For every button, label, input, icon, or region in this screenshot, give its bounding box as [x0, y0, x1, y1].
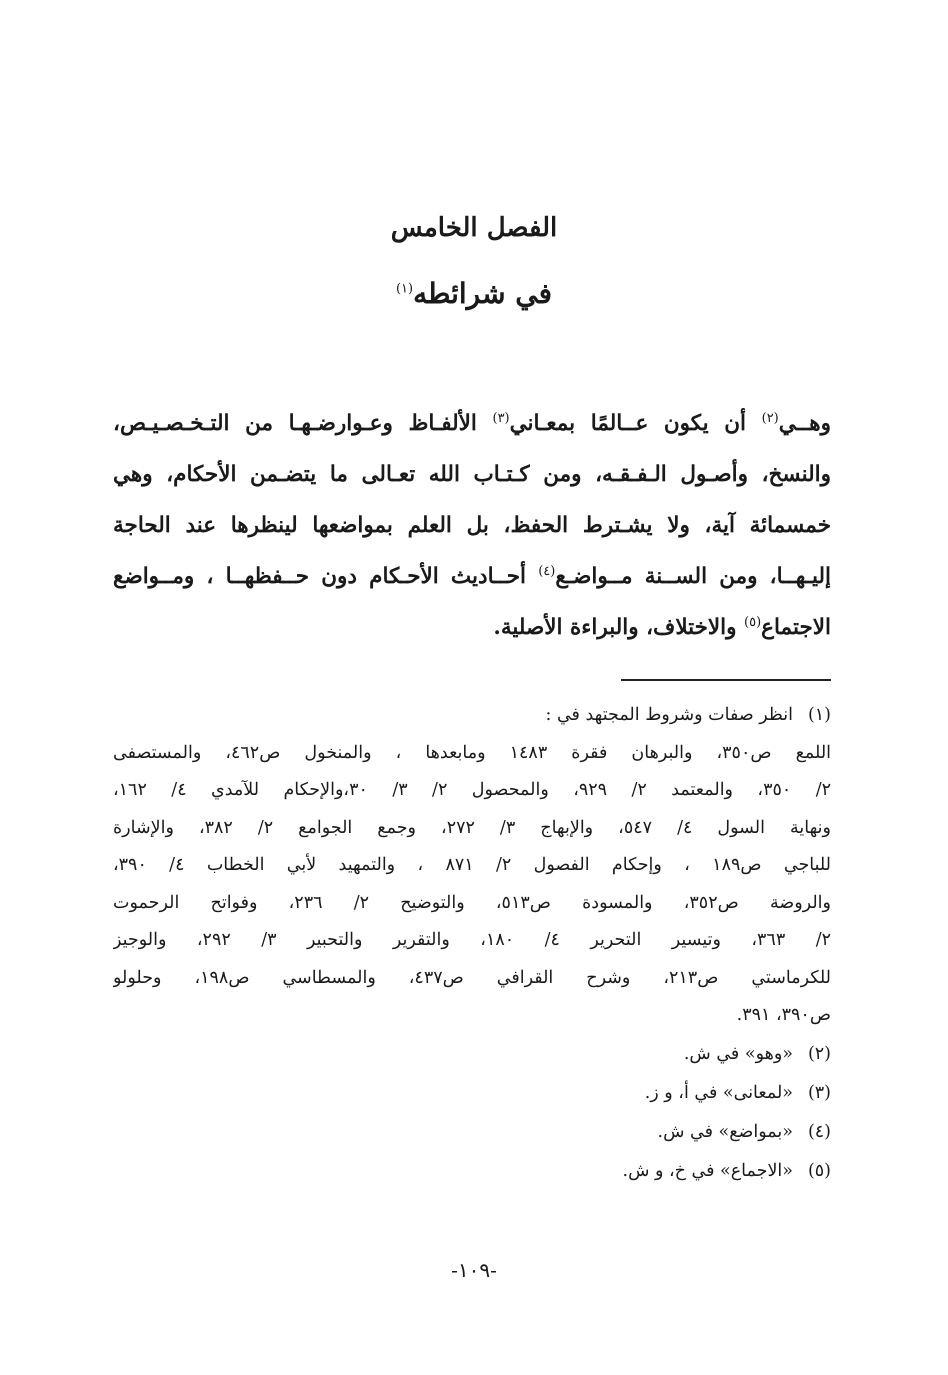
footnote-1-line: ص٣٩٠، ٣٩١.: [736, 1005, 831, 1025]
footnote-text: «الاجماع» في خ، و ش.: [622, 1160, 793, 1181]
footnote-intro: انظر صفات وشروط المجتهد في :: [545, 705, 793, 725]
chapter-title: الفصل الخامس: [390, 213, 558, 243]
footnote-ref-3: (٣): [492, 410, 510, 426]
paragraph-line-5: [113, 602, 831, 653]
footnote-ref-4: (٤): [538, 563, 556, 579]
footnote-1-line: للباجي ص١٨٩ ، وإحكام الفصول ٢/ ٨٧١ ، والتمهيد لأبي الخطاب ٤/ ٣٩٠،: [113, 855, 831, 875]
footnote-1-line: ونهاية السول ٤/ ٥٤٧، والإبهاج ٣/ ٢٧٢، وجمع الجوامع ٢/ ٣٨٢، والإشارة: [113, 817, 831, 838]
footnote-2: [113, 1035, 831, 1074]
footnote-ref-1: (١): [395, 281, 414, 297]
paragraph-line-4: [113, 551, 831, 602]
footnote-1-line: ٢/ ٣٥٠، والمعتمد ٢/ ٩٢٩، والمحصول ٢/ ٣/ ٣٠،والإحكام للآمدي ٤/ ١٦٢،: [113, 780, 831, 800]
text-segment: الاجتماع: [761, 615, 831, 640]
chapter-subtitle: [0, 272, 948, 316]
footnote-4: [113, 1113, 831, 1152]
chapter-subtitle-text: في شرائطه: [413, 277, 553, 310]
footnote-number: (٥): [807, 1160, 831, 1181]
footnote-number: (٤): [807, 1121, 831, 1142]
text-segment: أن يكون عــالمًا بمعـاني: [509, 411, 762, 436]
footnote-separator: [621, 679, 831, 681]
footnote-number: (٢): [807, 1043, 831, 1064]
footnote-number: (١): [807, 705, 831, 725]
paragraph-line-1: [113, 398, 831, 449]
paragraph-line-3: خمسمائة آية، ولا يشـترط الحفظ، بل العلم بمواضعها لينظرها عند الحاجة: [113, 513, 831, 538]
footnote-1-line: ٢/ ٣٦٣، وتيسير التحرير ٤/ ١٨٠، والتقرير والتحبير ٣/ ٢٩٢، والوجيز: [113, 930, 831, 950]
text-segment: الألفـاظ وعـوارضـهـا من التـخـصـيـص،: [113, 411, 493, 436]
footnote-ref-5: (٥): [744, 614, 762, 630]
footnote-text: «لمعانى» في أ، و ز.: [644, 1082, 793, 1103]
footnotes: [113, 697, 831, 1191]
text-segment: والاختلاف، والبراءة الأصلية.: [493, 615, 745, 640]
footnote-1-line: للكرماستي ص٢١٣، وشرح القرافي ص٤٣٧، والمسطاسي ص١٩٨، وحلولو: [113, 967, 831, 988]
paragraph-line-2: والنسخ، وأصـول الـفـقـه، ومن كـتـاب الله تعـالى ما يتضـمن الأحكام، وهي: [113, 462, 831, 487]
footnote-text: «وهو» في ش.: [683, 1043, 793, 1064]
footnote-ref-2: (٢): [761, 410, 779, 426]
footnote-1-heading: [113, 697, 831, 735]
main-paragraph: [113, 398, 831, 653]
footnote-1-line: والروضة ص٣٥٢، والمسودة ص٥١٣، والتوضيح ٢/ ٢٣٦، وفواتح الرحموت: [113, 892, 831, 913]
text-segment: أحــاديث الأحـكام دون حــفظهــا ، ومــواضع: [113, 564, 539, 589]
text-segment: إليـهــا، ومن الســنة مــواضـع: [555, 564, 831, 589]
page-number: -١٠٩-: [451, 1258, 497, 1282]
footnote-3: [113, 1074, 831, 1113]
footnote-5: [113, 1152, 831, 1191]
footnote-text: «بمواضع» في ش.: [657, 1121, 793, 1142]
footnote-1-line: اللمع ص٣٥٠، والبرهان فقرة ١٤٨٣ ومابعدها ، والمنخول ص٤٦٢، والمستصفى: [113, 742, 831, 763]
text-segment: وهــي: [778, 411, 831, 436]
footnote-number: (٣): [807, 1082, 831, 1103]
